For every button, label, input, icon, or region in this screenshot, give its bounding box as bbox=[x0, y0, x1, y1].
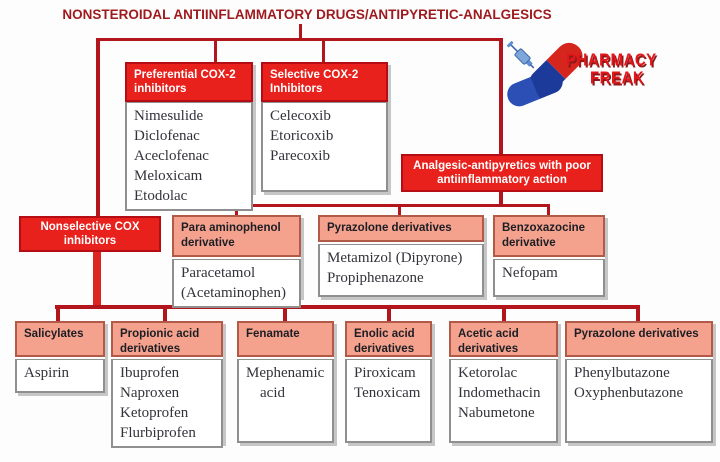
logo-text-line1: PHARMACY bbox=[566, 50, 657, 71]
box-body bbox=[261, 102, 388, 192]
box-acetic-acid bbox=[449, 321, 558, 443]
box-salicylates bbox=[15, 321, 105, 393]
box-body bbox=[449, 359, 558, 443]
drug-item: Ketoprofen bbox=[120, 405, 189, 421]
connector-left-vertical bbox=[96, 38, 100, 217]
box-header: Pyrazolone derivatives bbox=[318, 215, 484, 242]
box-header: Salicylates bbox=[15, 321, 105, 357]
box-analgesic-antipyretics: Analgesic-antipyretics with poor antiinflammatory action bbox=[401, 154, 603, 192]
box-pyrazolone-derivatives-mid bbox=[318, 215, 484, 297]
drug-item: Nimesulide bbox=[134, 108, 204, 124]
page-title: NONSTEROIDAL ANTIINFLAMMATORY DRUGS/ANTIPYRETIC-ANALGESICS bbox=[62, 7, 552, 22]
box-body bbox=[237, 359, 334, 443]
drug-item: Aspirin bbox=[24, 365, 69, 381]
connector-pyrazolone-bottom-drop bbox=[636, 305, 640, 321]
box-selective-cox2 bbox=[261, 62, 388, 192]
box-fenamate bbox=[237, 321, 334, 443]
box-enolic-acid bbox=[345, 321, 432, 443]
drug-item: Metamizol (Dipyrone) bbox=[327, 250, 463, 266]
box-header: Selective COX-2 Inhibitors bbox=[261, 62, 388, 102]
drug-item: Indomethacin bbox=[458, 385, 541, 401]
connector-bottom-horizontal bbox=[55, 305, 640, 309]
connector-salicylates-drop bbox=[56, 305, 60, 321]
pharmacy-freak-logo bbox=[498, 36, 668, 116]
box-body bbox=[125, 102, 253, 211]
drug-item: Nefopam bbox=[502, 265, 558, 281]
drug-item: Propiphenazone bbox=[327, 270, 424, 286]
box-body bbox=[345, 359, 432, 443]
box-preferential-cox2 bbox=[125, 62, 253, 204]
box-header: Preferential COX-2 inhibitors bbox=[125, 62, 253, 102]
connector-propionic-drop bbox=[163, 305, 167, 321]
box-header: Benzoxazocine derivative bbox=[493, 215, 605, 257]
drug-item: Etodolac bbox=[134, 188, 188, 204]
box-body bbox=[15, 359, 105, 393]
drug-item: Mephenamic acid bbox=[246, 365, 325, 401]
connector-title-stub bbox=[299, 24, 302, 38]
connector-acetic-drop bbox=[502, 305, 506, 321]
connector-top-horizontal bbox=[96, 38, 503, 41]
drug-item: Aceclofenac bbox=[134, 148, 209, 164]
drug-item: Meloxicam bbox=[134, 168, 203, 184]
drug-item: Celecoxib bbox=[270, 108, 331, 124]
syringe-icon bbox=[498, 32, 540, 74]
box-propionic-acid bbox=[111, 321, 223, 443]
drug-item: Phenylbutazone bbox=[574, 365, 670, 381]
drug-item: Parecoxib bbox=[270, 148, 330, 164]
box-body bbox=[111, 359, 223, 448]
drug-item: Ibuprofen bbox=[120, 365, 180, 381]
drug-item: Paracetamol (Acetaminophen) bbox=[181, 265, 286, 301]
connector-selective-drop bbox=[322, 38, 325, 63]
box-header: Enolic acid derivatives bbox=[345, 321, 432, 357]
box-body bbox=[565, 359, 713, 443]
logo-text-line2: FREAK bbox=[590, 68, 645, 89]
drug-item: Nabumetone bbox=[458, 405, 535, 421]
connector-nonselective-out bbox=[93, 251, 101, 308]
connector-mid-horizontal bbox=[235, 204, 550, 207]
box-header: Para aminophenol derivative bbox=[172, 215, 301, 257]
drug-item: Diclofenac bbox=[134, 128, 200, 144]
drug-item: Piroxicam bbox=[354, 365, 416, 381]
drug-item: Etoricoxib bbox=[270, 128, 334, 144]
box-benzoxazocine bbox=[493, 215, 605, 297]
drug-item: Oxyphenbutazone bbox=[574, 385, 684, 401]
connector-preferential-drop bbox=[214, 38, 217, 63]
box-body bbox=[318, 244, 484, 297]
drug-item: Flurbiprofen bbox=[120, 425, 196, 441]
drug-item: Ketorolac bbox=[458, 365, 518, 381]
box-nonselective-cox: Nonselective COX inhibitors bbox=[19, 216, 161, 252]
box-header: Fenamate bbox=[237, 321, 334, 357]
connector-enolic-drop bbox=[387, 305, 391, 321]
drug-item: Tenoxicam bbox=[354, 385, 421, 401]
box-header: Acetic acid derivatives bbox=[449, 321, 558, 357]
box-header: Propionic acid derivatives bbox=[111, 321, 223, 357]
box-pyrazolone-derivatives-bottom bbox=[565, 321, 713, 443]
drug-item: Naproxen bbox=[120, 385, 180, 401]
box-body bbox=[172, 259, 301, 308]
box-para-aminophenol bbox=[172, 215, 301, 301]
box-header: Pyrazolone derivatives bbox=[565, 321, 713, 357]
box-body bbox=[493, 259, 605, 297]
